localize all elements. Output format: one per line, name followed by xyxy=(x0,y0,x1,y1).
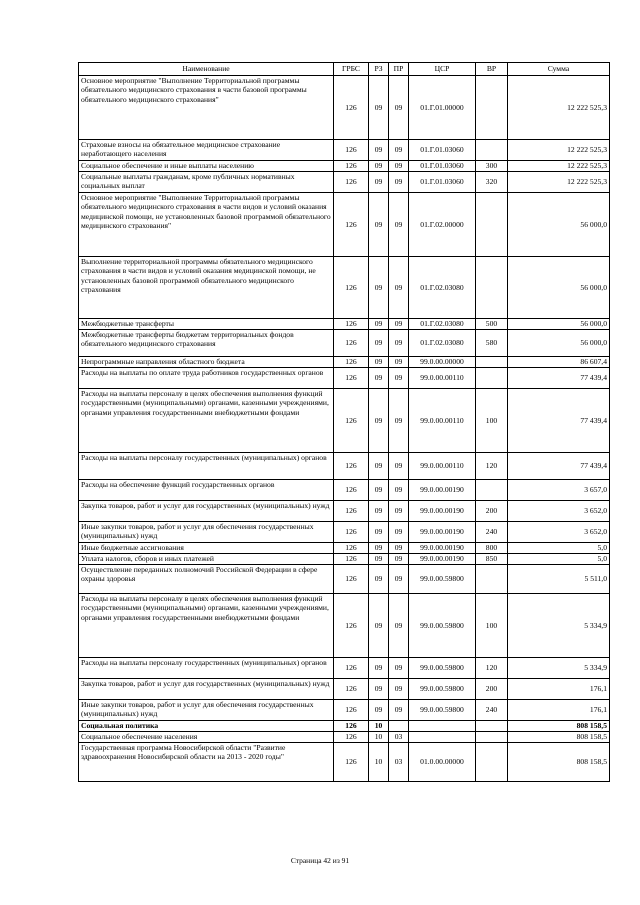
cell-pr: 09 xyxy=(389,453,409,480)
cell-rz: 09 xyxy=(369,161,389,172)
cell-csr: 99.0.00.00110 xyxy=(409,389,476,453)
cell-pr: 09 xyxy=(389,480,409,501)
cell-pr: 09 xyxy=(389,368,409,389)
header-csr: ЦСР xyxy=(409,63,476,76)
table-row xyxy=(79,700,610,721)
cell-pr: 09 xyxy=(389,319,409,330)
cell-rz: 09 xyxy=(369,658,389,679)
cell-pr: 09 xyxy=(389,357,409,368)
cell-pr: 03 xyxy=(389,732,409,743)
cell-csr: 01.Г.01.03060 xyxy=(409,140,476,161)
cell-rz: 09 xyxy=(369,357,389,368)
header-grbs: ГРБС xyxy=(334,63,369,76)
cell-rz: 09 xyxy=(369,389,389,453)
cell-csr: 99.0.00.00110 xyxy=(409,453,476,480)
cell-name: Социальная политика xyxy=(79,721,334,732)
cell-csr: 99.0.00.59800 xyxy=(409,658,476,679)
cell-vr: 240 xyxy=(476,700,508,721)
cell-name: Межбюджетные трансферты бюджетам территориальных фондов обязательного медицинского страхования xyxy=(79,330,334,357)
cell-pr: 09 xyxy=(389,161,409,172)
cell-rz: 09 xyxy=(369,565,389,594)
table-row xyxy=(79,172,610,193)
cell-vr xyxy=(476,480,508,501)
cell-vr xyxy=(476,565,508,594)
cell-name: Расходы на обеспечение функций государственных органов xyxy=(79,480,334,501)
cell-sum: 56 000,0 xyxy=(508,319,610,330)
header-rz: РЗ xyxy=(369,63,389,76)
cell-vr xyxy=(476,732,508,743)
cell-name: Межбюджетные трансферты xyxy=(79,319,334,330)
cell-pr: 09 xyxy=(389,565,409,594)
cell-vr: 200 xyxy=(476,679,508,700)
cell-csr: 99.0.00.00190 xyxy=(409,522,476,543)
cell-name: Уплата налогов, сборов и иных платежей xyxy=(79,554,334,565)
cell-rz: 09 xyxy=(369,453,389,480)
header-sum: Сумма xyxy=(508,63,610,76)
cell-pr: 09 xyxy=(389,389,409,453)
cell-pr: 09 xyxy=(389,140,409,161)
cell-rz: 10 xyxy=(369,732,389,743)
cell-sum: 176,1 xyxy=(508,700,610,721)
table-row xyxy=(79,140,610,161)
cell-name: Расходы на выплаты персоналу в целях обеспечения выполнения функций государственными (муниципальными) органами, казенными учреждениями, органами управления государственными внебюджетными фондами xyxy=(79,389,334,453)
cell-csr: 01.Г.01.00000 xyxy=(409,76,476,140)
cell-sum: 12 222 525,3 xyxy=(508,172,610,193)
cell-grbs: 126 xyxy=(334,389,369,453)
cell-sum: 56 000,0 xyxy=(508,193,610,257)
cell-sum: 3 657,0 xyxy=(508,480,610,501)
cell-pr: 03 xyxy=(389,743,409,782)
cell-vr: 240 xyxy=(476,522,508,543)
cell-sum: 808 158,5 xyxy=(508,743,610,782)
cell-csr: 01.Г.02.03080 xyxy=(409,319,476,330)
cell-vr xyxy=(476,743,508,782)
cell-name: Иные закупки товаров, работ и услуг для обеспечения государственных (муниципальных) нужд xyxy=(79,700,334,721)
cell-vr: 320 xyxy=(476,172,508,193)
cell-pr: 09 xyxy=(389,172,409,193)
cell-rz: 09 xyxy=(369,679,389,700)
cell-grbs: 126 xyxy=(334,679,369,700)
table-row xyxy=(79,501,610,522)
cell-rz: 09 xyxy=(369,501,389,522)
table-header-row xyxy=(79,63,610,76)
cell-csr: 99.0.00.00000 xyxy=(409,357,476,368)
cell-name: Основное мероприятие "Выполнение Территориальной программы обязательного медицинского страхования в части видов и условий оказания медицинской помощи, не установленных базовой программой обязательного медицинского страхования" xyxy=(79,193,334,257)
cell-pr: 09 xyxy=(389,679,409,700)
cell-pr: 09 xyxy=(389,658,409,679)
cell-vr: 800 xyxy=(476,543,508,554)
cell-grbs: 126 xyxy=(334,140,369,161)
cell-name: Осуществление переданных полномочий Российской Федерации в сфере охраны здоровья xyxy=(79,565,334,594)
cell-csr: 99.0.00.59800 xyxy=(409,594,476,658)
cell-grbs: 126 xyxy=(334,554,369,565)
cell-grbs: 126 xyxy=(334,743,369,782)
cell-name: Закупка товаров, работ и услуг для государственных (муниципальных) нужд xyxy=(79,501,334,522)
table-row xyxy=(79,76,610,140)
cell-rz: 09 xyxy=(369,522,389,543)
cell-vr xyxy=(476,140,508,161)
cell-rz: 09 xyxy=(369,319,389,330)
cell-name: Социальное обеспечение и иные выплаты населению xyxy=(79,161,334,172)
cell-sum: 5,0 xyxy=(508,554,610,565)
table-row xyxy=(79,543,610,554)
cell-csr: 99.0.00.00190 xyxy=(409,480,476,501)
cell-sum: 5 334,9 xyxy=(508,594,610,658)
cell-grbs: 126 xyxy=(334,357,369,368)
cell-sum: 808 158,5 xyxy=(508,732,610,743)
cell-sum: 176,1 xyxy=(508,679,610,700)
cell-vr xyxy=(476,257,508,319)
cell-grbs: 126 xyxy=(334,522,369,543)
table-row xyxy=(79,319,610,330)
table-row xyxy=(79,554,610,565)
cell-vr: 300 xyxy=(476,161,508,172)
table-row xyxy=(79,522,610,543)
cell-csr: 99.0.00.00190 xyxy=(409,554,476,565)
cell-pr: 09 xyxy=(389,257,409,319)
cell-csr: 99.0.00.00190 xyxy=(409,543,476,554)
cell-rz: 09 xyxy=(369,76,389,140)
cell-name: Государственная программа Новосибирской области "Развитие здравоохранения Новосибирской области на 2013 - 2020 годы" xyxy=(79,743,334,782)
cell-sum: 12 222 525,3 xyxy=(508,76,610,140)
cell-name: Непрограммные направления областного бюджета xyxy=(79,357,334,368)
cell-pr: 09 xyxy=(389,501,409,522)
page-number: Страница 42 из 91 xyxy=(290,856,350,865)
cell-pr: 09 xyxy=(389,594,409,658)
cell-vr xyxy=(476,721,508,732)
cell-rz: 09 xyxy=(369,368,389,389)
cell-csr: 99.0.00.59800 xyxy=(409,565,476,594)
cell-vr: 580 xyxy=(476,330,508,357)
table-row xyxy=(79,732,610,743)
table-row xyxy=(79,743,610,782)
cell-rz: 10 xyxy=(369,721,389,732)
cell-rz: 09 xyxy=(369,257,389,319)
cell-csr: 99.0.00.00190 xyxy=(409,501,476,522)
cell-sum: 5 334,9 xyxy=(508,658,610,679)
cell-name: Расходы на выплаты персоналу государственных (муниципальных) органов xyxy=(79,453,334,480)
cell-grbs: 126 xyxy=(334,368,369,389)
cell-csr: 01.Г.02.03080 xyxy=(409,257,476,319)
cell-csr: 01.Г.01.03060 xyxy=(409,161,476,172)
table-row xyxy=(79,161,610,172)
cell-sum: 3 652,0 xyxy=(508,522,610,543)
cell-sum: 56 000,0 xyxy=(508,257,610,319)
cell-vr: 100 xyxy=(476,594,508,658)
table-row xyxy=(79,594,610,658)
cell-name: Социальные выплаты гражданам, кроме публичных нормативных социальных выплат xyxy=(79,172,334,193)
table-row xyxy=(79,679,610,700)
cell-rz: 09 xyxy=(369,554,389,565)
cell-csr: 99.0.00.00110 xyxy=(409,368,476,389)
cell-vr xyxy=(476,193,508,257)
cell-sum: 3 652,0 xyxy=(508,501,610,522)
cell-csr: 01.Г.02.00000 xyxy=(409,193,476,257)
cell-grbs: 126 xyxy=(334,732,369,743)
cell-grbs: 126 xyxy=(334,453,369,480)
cell-csr: 01.Г.01.03060 xyxy=(409,172,476,193)
cell-sum: 86 607,4 xyxy=(508,357,610,368)
cell-sum: 77 439,4 xyxy=(508,453,610,480)
cell-name: Расходы на выплаты персоналу государственных (муниципальных) органов xyxy=(79,658,334,679)
cell-rz: 09 xyxy=(369,700,389,721)
cell-name: Иные закупки товаров, работ и услуг для обеспечения государственных (муниципальных) нужд xyxy=(79,522,334,543)
cell-csr xyxy=(409,721,476,732)
cell-rz: 09 xyxy=(369,172,389,193)
cell-csr: 01.Г.02.03080 xyxy=(409,330,476,357)
cell-rz: 09 xyxy=(369,140,389,161)
cell-grbs: 126 xyxy=(334,594,369,658)
cell-pr: 09 xyxy=(389,522,409,543)
cell-pr: 09 xyxy=(389,700,409,721)
cell-name: Иные бюджетные ассигнования xyxy=(79,543,334,554)
cell-vr: 200 xyxy=(476,501,508,522)
cell-vr: 120 xyxy=(476,453,508,480)
cell-sum: 5,0 xyxy=(508,543,610,554)
header-name: Наименование xyxy=(79,63,334,76)
cell-pr: 09 xyxy=(389,76,409,140)
cell-rz: 09 xyxy=(369,193,389,257)
table-row xyxy=(79,721,610,732)
table-row xyxy=(79,453,610,480)
table-row xyxy=(79,357,610,368)
cell-grbs: 126 xyxy=(334,501,369,522)
cell-csr xyxy=(409,732,476,743)
budget-table xyxy=(78,62,610,782)
cell-grbs: 126 xyxy=(334,565,369,594)
table-row xyxy=(79,368,610,389)
cell-name: Выполнение территориальной программы обязательного медицинского страхования в части видов и условий оказания медицинской помощи, не установленных базовой программой обязательного медицинского страхования xyxy=(79,257,334,319)
cell-vr: 500 xyxy=(476,319,508,330)
cell-grbs: 126 xyxy=(334,543,369,554)
cell-rz: 09 xyxy=(369,594,389,658)
cell-grbs: 126 xyxy=(334,319,369,330)
cell-name: Закупка товаров, работ и услуг для государственных (муниципальных) нужд xyxy=(79,679,334,700)
cell-pr: 09 xyxy=(389,193,409,257)
cell-grbs: 126 xyxy=(334,330,369,357)
table-row xyxy=(79,330,610,357)
cell-grbs: 126 xyxy=(334,700,369,721)
cell-vr xyxy=(476,368,508,389)
cell-pr: 09 xyxy=(389,330,409,357)
table-row xyxy=(79,658,610,679)
cell-sum: 77 439,4 xyxy=(508,368,610,389)
cell-name: Расходы на выплаты по оплате труда работников государственных органов xyxy=(79,368,334,389)
cell-pr: 09 xyxy=(389,554,409,565)
cell-vr xyxy=(476,76,508,140)
cell-vr xyxy=(476,357,508,368)
cell-grbs: 126 xyxy=(334,172,369,193)
cell-grbs: 126 xyxy=(334,721,369,732)
cell-grbs: 126 xyxy=(334,76,369,140)
cell-grbs: 126 xyxy=(334,161,369,172)
table-row xyxy=(79,389,610,453)
cell-rz: 10 xyxy=(369,743,389,782)
cell-grbs: 126 xyxy=(334,480,369,501)
cell-csr: 99.0.00.59800 xyxy=(409,679,476,700)
cell-rz: 09 xyxy=(369,543,389,554)
cell-vr: 100 xyxy=(476,389,508,453)
cell-name: Расходы на выплаты персоналу в целях обеспечения выполнения функций государственными (муниципальными) органами, казенными учреждениями, органами управления государственными внебюджетными фондами xyxy=(79,594,334,658)
cell-name: Страховые взносы на обязательное медицинское страхование неработающего населения xyxy=(79,140,334,161)
header-vr: ВР xyxy=(476,63,508,76)
cell-sum: 12 222 525,3 xyxy=(508,161,610,172)
cell-vr: 120 xyxy=(476,658,508,679)
cell-sum: 12 222 525,3 xyxy=(508,140,610,161)
table-row xyxy=(79,193,610,257)
cell-name: Социальное обеспечение населения xyxy=(79,732,334,743)
table-row xyxy=(79,257,610,319)
cell-sum: 808 158,5 xyxy=(508,721,610,732)
cell-grbs: 126 xyxy=(334,658,369,679)
cell-sum: 5 511,0 xyxy=(508,565,610,594)
cell-rz: 09 xyxy=(369,480,389,501)
header-pr: ПР xyxy=(389,63,409,76)
cell-sum: 77 439,4 xyxy=(508,389,610,453)
cell-pr xyxy=(389,721,409,732)
cell-csr: 99.0.00.59800 xyxy=(409,700,476,721)
cell-sum: 56 000,0 xyxy=(508,330,610,357)
cell-name: Основное мероприятие "Выполнение Территориальной программы обязательного медицинского страхования в части базовой программы обязательного медицинского страхования" xyxy=(79,76,334,140)
cell-pr: 09 xyxy=(389,543,409,554)
cell-vr: 850 xyxy=(476,554,508,565)
cell-rz: 09 xyxy=(369,330,389,357)
table-row xyxy=(79,565,610,594)
table-row xyxy=(79,480,610,501)
cell-grbs: 126 xyxy=(334,257,369,319)
cell-csr: 01.0.00.00000 xyxy=(409,743,476,782)
cell-grbs: 126 xyxy=(334,193,369,257)
